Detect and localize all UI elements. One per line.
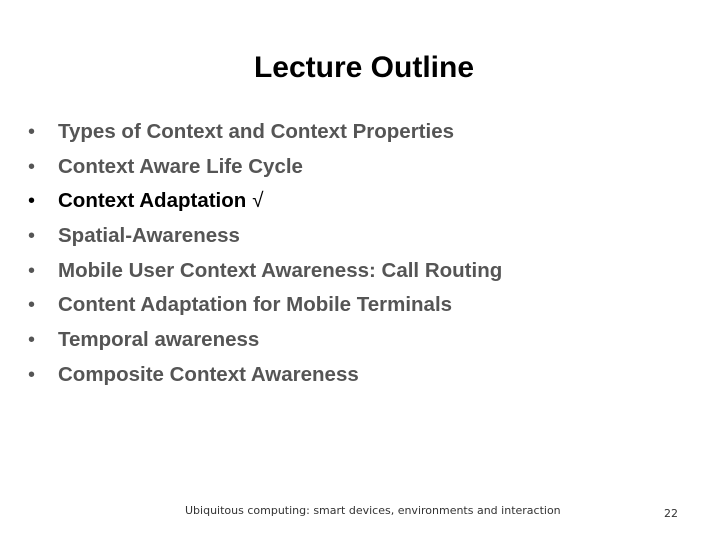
bullet-icon: • [28,225,36,248]
outline-item [28,358,502,393]
outline-item-label: Temporal awareness [58,328,260,352]
bullet-icon: • [28,294,36,317]
outline-item [28,150,502,185]
outline-item-label: Mobile User Context Awareness: Call Routing [58,258,503,282]
bullet-icon: • [28,190,36,213]
bullet-icon: • [28,259,36,282]
outline-item [28,288,502,323]
bullet-icon: • [28,363,36,386]
bullet-icon: • [28,329,36,352]
outline-item [28,219,502,254]
outline-item-label: Types of Context and Context Properties [58,120,455,143]
outline-item [28,115,502,150]
outline-item [28,254,502,289]
outline-item-label: Context Adaptation [58,189,247,213]
checkmark-icon: √ [252,189,264,213]
outline-list [28,115,502,393]
slide-title: Lecture Outline [253,51,475,84]
outline-item-current [28,184,502,219]
bullet-icon: • [28,155,36,178]
outline-item-label: Spatial-Awareness [58,224,240,248]
slide-footer: Ubiquitous computing: smart devices, environments and interaction [185,504,561,517]
outline-item-label: Context Aware Life Cycle [58,154,303,178]
outline-item-label: Content Adaptation for Mobile Terminals [58,293,453,317]
page-number: 22 [664,507,678,520]
outline-item [28,323,502,358]
bullet-icon: • [28,121,36,143]
outline-item-label: Composite Context Awareness [58,362,359,386]
